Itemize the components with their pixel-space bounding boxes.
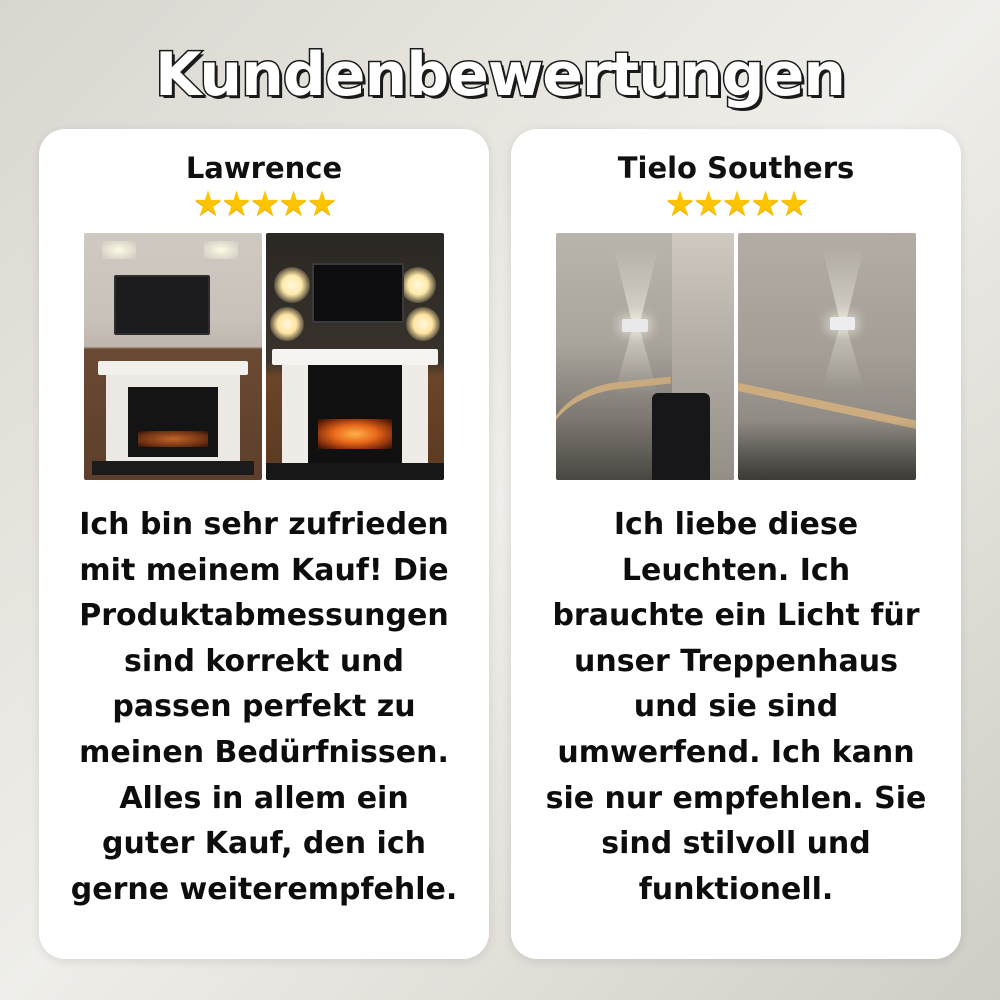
hearth-shape	[92, 461, 254, 475]
wall-lamp-icon	[830, 317, 855, 330]
stairwell-light-photo-2	[738, 233, 916, 480]
hearth-shape	[266, 463, 444, 480]
firebox-shape	[308, 365, 402, 465]
mantel-shape	[272, 349, 438, 365]
stairwell-light-photo-1	[556, 233, 734, 480]
flame-icon	[318, 419, 392, 449]
wall-sconce-icon	[400, 267, 436, 303]
mantel-column-shape	[402, 365, 428, 465]
page-title: Kundenbewertungen	[154, 40, 846, 110]
fireplace-lit-photo	[266, 233, 444, 480]
mantel-shape	[98, 361, 248, 375]
review-cards-container	[38, 129, 962, 959]
light-beam-icon	[822, 329, 864, 389]
embers-shape	[138, 431, 208, 447]
wall-sconce-icon	[406, 307, 440, 341]
reviewer-name: Tielo Southers	[617, 151, 855, 185]
dark-doorway-shape	[652, 393, 710, 480]
light-beam-icon	[822, 247, 864, 317]
wall-lamp-icon	[622, 319, 648, 332]
review-photos	[527, 233, 945, 480]
shadow-overlay	[738, 420, 916, 480]
tv-icon	[114, 275, 210, 335]
ceiling-light-glow-icon	[102, 241, 136, 259]
star-rating-icon: ★★★★★	[192, 185, 336, 223]
star-rating-icon: ★★★★★	[664, 185, 808, 223]
review-card	[39, 129, 489, 959]
review-card	[511, 129, 961, 959]
wall-sconce-icon	[270, 307, 304, 341]
light-beam-icon	[614, 249, 658, 321]
review-text: Ich liebe diese Leuchten. Ich brauchte ein Licht für unser Treppenhaus und sie sind umwerfend. Ich kann sie nur empfehlen. Sie sind stilvoll und funktionell.	[545, 507, 927, 907]
reviewer-name: Lawrence	[185, 151, 343, 185]
fireplace-daylight-photo	[84, 233, 262, 480]
mantel-column-shape	[282, 365, 308, 465]
review-text: Ich bin sehr zufrieden mit meinem Kauf! Die Produktabmessungen sind korrekt und passen perfekt zu meinen Bedürfnissen. Alles in allem ein guter Kauf, den ich gerne weiterempfehle.	[70, 507, 458, 907]
wall-sconce-icon	[274, 267, 310, 303]
review-photos	[55, 233, 473, 480]
tv-icon	[312, 263, 404, 323]
ceiling-light-glow-icon	[204, 241, 238, 259]
